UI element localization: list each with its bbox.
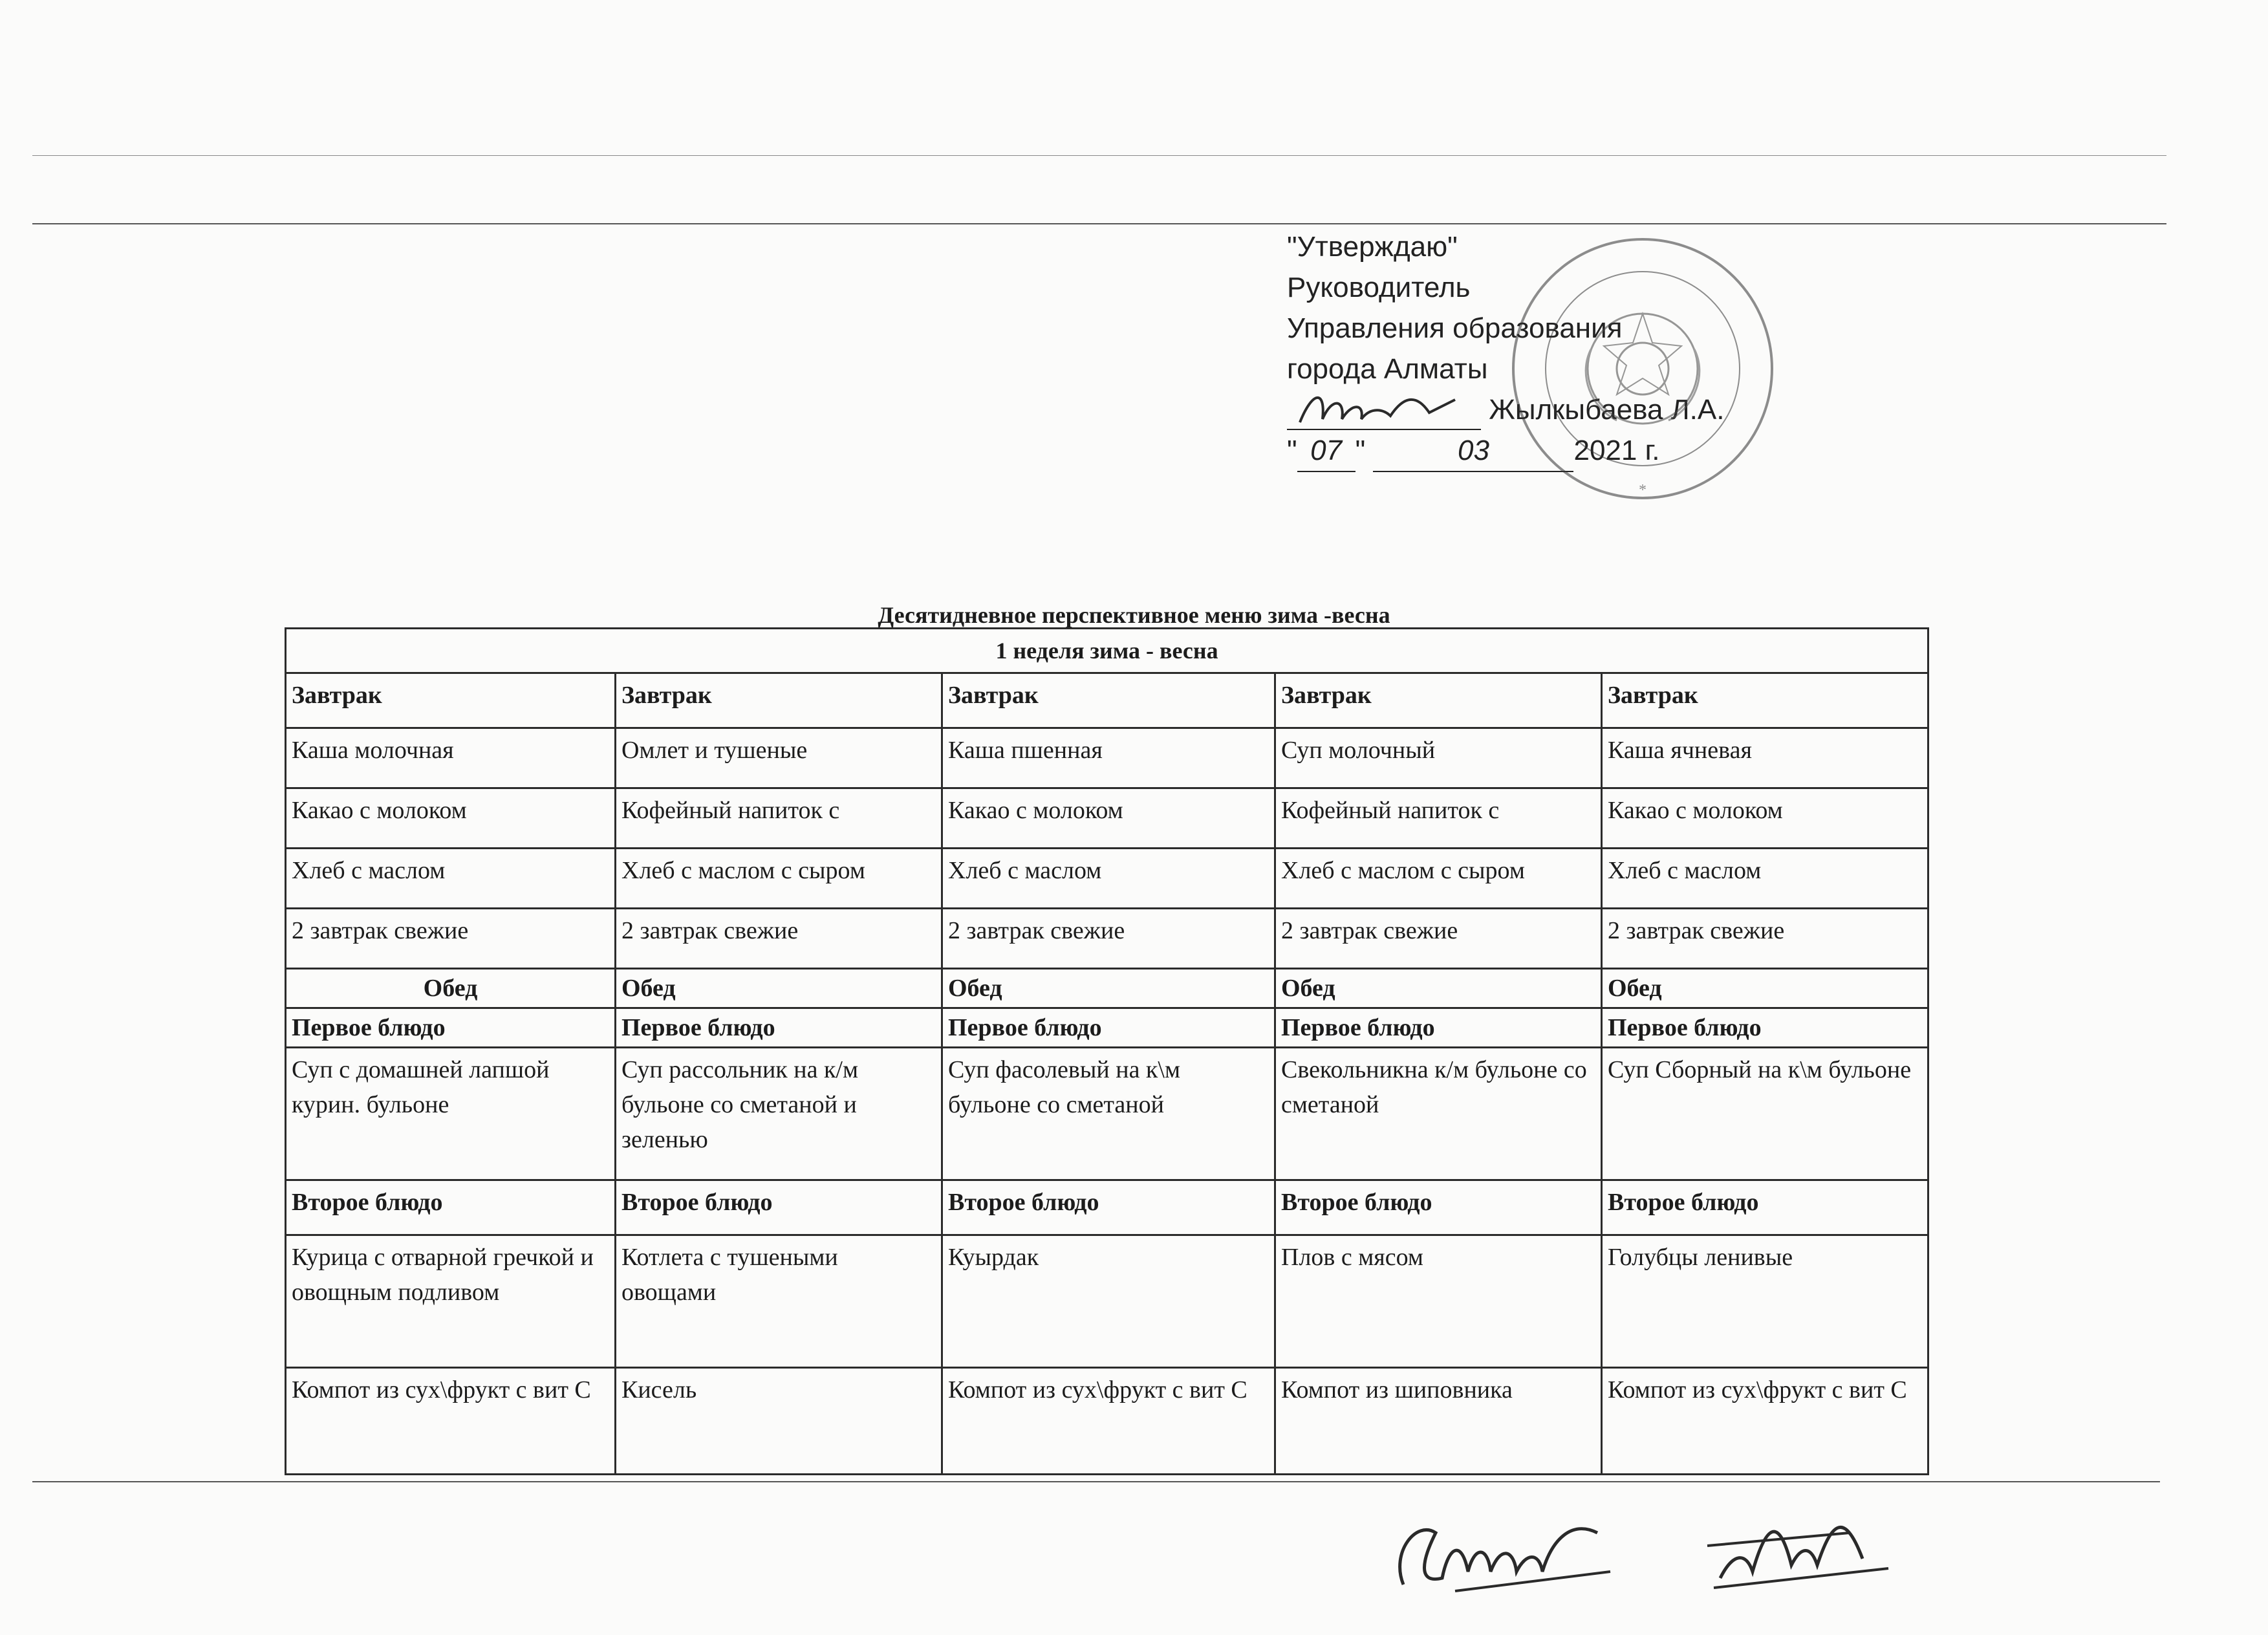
table-cell: Голубцы ленивые — [1602, 1235, 1928, 1368]
approval-date-line: " 07 " 03 2021 г. — [1287, 430, 1724, 472]
lunch-header: Обед — [942, 969, 1275, 1008]
scan-line-top — [32, 155, 2166, 156]
first-course-header: Первое блюдо — [942, 1008, 1275, 1048]
approval-line-position: Руководитель — [1287, 272, 1471, 303]
table-cell: Хлеб с маслом — [942, 849, 1275, 909]
second-course-header-row — [286, 1180, 1928, 1235]
table-cell: Суп с домашней лапшой курин. бульоне — [286, 1048, 616, 1180]
table-cell: Кофейный напиток с — [616, 788, 942, 849]
first-course-header: Первое блюдо — [616, 1008, 942, 1048]
table-cell: Суп фасолевый на к\м бульоне со сметаной — [942, 1048, 1275, 1180]
table-row — [286, 1048, 1928, 1180]
first-course-header-row — [286, 1008, 1928, 1048]
table-cell: Курица с отварной гречкой и овощным подливом — [286, 1235, 616, 1368]
table-cell: 2 завтрак свежие — [1602, 909, 1928, 969]
table-row — [286, 788, 1928, 849]
table-cell: Компот из шиповника — [1275, 1368, 1602, 1475]
table-cell: Куырдак — [942, 1235, 1275, 1368]
table-cell: 2 завтрак свежие — [1275, 909, 1602, 969]
breakfast-header: Завтрак — [942, 673, 1275, 728]
second-course-header: Второе блюдо — [616, 1180, 942, 1235]
signature-icon — [1377, 1494, 1623, 1604]
table-cell: Компот из сух\фрукт с вит С — [942, 1368, 1275, 1475]
week-label: 1 неделя зима - весна — [286, 629, 1928, 673]
table-cell: Каша пшенная — [942, 728, 1275, 788]
lunch-header: Обед — [616, 969, 942, 1008]
table-row — [286, 849, 1928, 909]
table-cell: Какао с молоком — [942, 788, 1275, 849]
table-cell: Каша ячневая — [1602, 728, 1928, 788]
table-cell: Какао с молоком — [286, 788, 616, 849]
table-row — [286, 1235, 1928, 1368]
signature-icon — [1694, 1488, 1908, 1597]
table-cell: Компот из сух\фрукт с вит С — [286, 1368, 616, 1475]
approval-day: 07 — [1297, 430, 1355, 472]
first-course-header: Первое блюдо — [1602, 1008, 1928, 1048]
table-row — [286, 909, 1928, 969]
table-cell: Плов с мясом — [1275, 1235, 1602, 1368]
breakfast-header: Завтрак — [1275, 673, 1602, 728]
svg-text:*: * — [1639, 482, 1647, 499]
scan-line-header — [32, 223, 2166, 224]
table-cell: Котлета с тушеными овощами — [616, 1235, 942, 1368]
table-row — [286, 1368, 1928, 1475]
official-seal-icon — [1507, 233, 1778, 504]
table-cell: Суп Сборный на к\м бульоне — [1602, 1048, 1928, 1180]
table-cell: Омлет и тушеные — [616, 728, 942, 788]
signer-name: Жылкыбаева Л.А. — [1489, 394, 1725, 426]
first-course-header: Первое блюдо — [1275, 1008, 1602, 1048]
second-course-header: Второе блюдо — [1602, 1180, 1928, 1235]
lunch-header: Обед — [1275, 969, 1602, 1008]
table-cell: Какао с молоком — [1602, 788, 1928, 849]
second-course-header: Второе блюдо — [1275, 1180, 1602, 1235]
table-cell: Свекольникна к/м бульоне со сметаной — [1275, 1048, 1602, 1180]
lunch-header: Обед — [1602, 969, 1928, 1008]
table-cell: Суп молочный — [1275, 728, 1602, 788]
table-cell: Кисель — [616, 1368, 942, 1475]
table-cell: Хлеб с маслом — [1602, 849, 1928, 909]
lunch-header: Обед — [286, 969, 616, 1008]
first-course-header: Первое блюдо — [286, 1008, 616, 1048]
approval-line-city: города Алматы — [1287, 353, 1488, 385]
table-cell: Кофейный напиток с — [1275, 788, 1602, 849]
table-row — [286, 728, 1928, 788]
approval-year-suffix: г. — [1645, 435, 1660, 466]
approval-month: 03 — [1373, 430, 1573, 472]
approval-line-department: Управления образования — [1287, 312, 1623, 344]
table-cell: Суп рассольник на к/м бульоне со сметаной и зеленью — [616, 1048, 942, 1180]
approval-year: 2021 — [1573, 435, 1637, 466]
lunch-header-row — [286, 969, 1928, 1008]
table-cell: 2 завтрак свежие — [942, 909, 1275, 969]
table-cell: Хлеб с маслом с сыром — [616, 849, 942, 909]
breakfast-header: Завтрак — [286, 673, 616, 728]
table-cell: 2 завтрак свежие — [616, 909, 942, 969]
table-cell: Хлеб с маслом с сыром — [1275, 849, 1602, 909]
breakfast-header: Завтрак — [1602, 673, 1928, 728]
second-course-header: Второе блюдо — [286, 1180, 616, 1235]
signature-icon — [1287, 384, 1481, 435]
document-title: Десятидневное перспективное меню зима -весна — [878, 602, 1390, 628]
table-cell: Каша молочная — [286, 728, 616, 788]
table-cell: Хлеб с маслом — [286, 849, 616, 909]
table-cell: 2 завтрак свежие — [286, 909, 616, 969]
signature-underline — [1287, 396, 1481, 430]
approval-line-approve: "Утверждаю" — [1287, 231, 1458, 263]
scan-line-footer — [32, 1481, 2160, 1482]
breakfast-header-row — [286, 673, 1928, 728]
table-cell: Компот из сух\фрукт с вит С — [1602, 1368, 1928, 1475]
menu-table — [285, 627, 1929, 1475]
second-course-header: Второе блюдо — [942, 1180, 1275, 1235]
breakfast-header: Завтрак — [616, 673, 942, 728]
